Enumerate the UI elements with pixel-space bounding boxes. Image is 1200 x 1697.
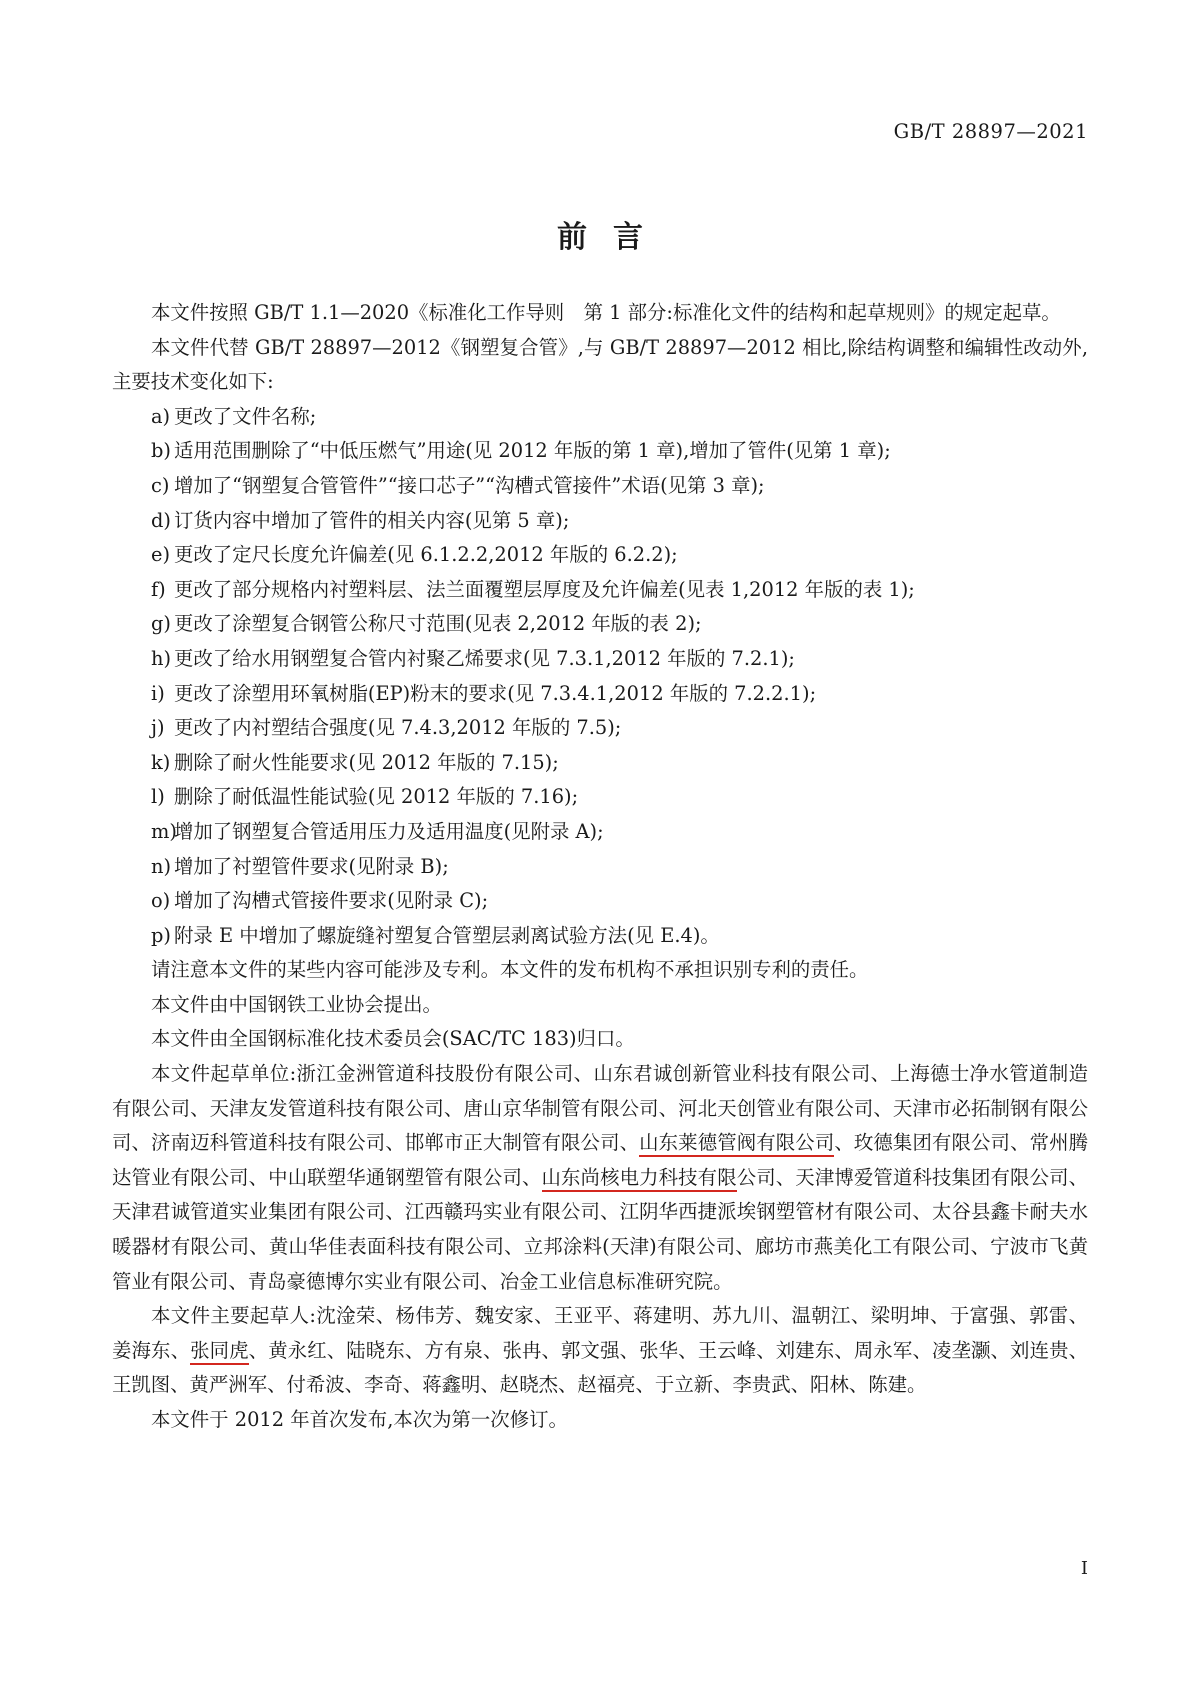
list-item [112, 573, 1088, 608]
drafting-orgs-part2: 、玫德集团有限公司、常州腾达管业有限公司、中山联塑华通钢塑管有限公司、 [112, 1131, 1089, 1189]
list-item-marker: n) [151, 854, 172, 878]
paragraph-proposed-by: 本文件由中国钢铁工业协会提出。 [151, 992, 442, 1016]
changes-list [112, 400, 1088, 954]
list-item-label: 删除了耐火性能要求(见 2012 年版的 7.15); [174, 750, 559, 774]
list-item-marker: c) [151, 473, 170, 497]
list-item-label: 适用范围删除了“中低压燃气”用途(见 2012 年版的第 1 章),增加了管件(见第 1 章); [174, 439, 891, 463]
list-item-marker: l) [151, 785, 165, 809]
list-item [112, 504, 1088, 539]
list-item-label: 更改了内衬塑结合强度(见 7.4.3,2012 年版的 7.5); [174, 716, 622, 740]
list-item-marker: i) [151, 681, 165, 705]
list-item-label: 增加了“钢塑复合管管件”“接口芯子”“沟槽式管接件”术语(见第 3 章); [174, 473, 765, 497]
list-item [112, 780, 1088, 815]
list-item [112, 538, 1088, 573]
list-item-label: 删除了耐低温性能试验(见 2012 年版的 7.16); [174, 785, 579, 809]
paragraph-patent-notice: 请注意本文件的某些内容可能涉及专利。本文件的发布机构不承担识别专利的责任。 [151, 958, 869, 982]
main-drafters-part2: 、黄永红、陆晓东、方有泉、张冉、郭文强、张华、王云峰、刘建东、周永军、凌垄灏、刘连贵、王凯图、黄严洲军、付希波、李奇、蒋鑫明、赵晓杰、赵福亮、于立新、李贵武、阳林、陈建。 [112, 1338, 1089, 1397]
list-item-label: 更改了涂塑用环氧树脂(EP)粉末的要求(见 7.3.4.1,2012 年版的 7.2.2.1); [174, 681, 817, 705]
drafting-orgs-part3: 公司、天津博爱管道科技集团有限公司、天津君诚管道实业集团有限公司、江西赣玛实业有限公司、江阴华西捷派埃钢塑管材有限公司、太谷县鑫卡耐夫水暖器材有限公司、黄山华佳表面科技有限公司、立邦涂料(天津)有限公司、廊坊市燕美化工有限公司、宁波市飞黄管业有限公司、青岛豪德博尔实业有限公司、冶金工业信息标准研究院。 [112, 1165, 1089, 1293]
list-item [112, 711, 1088, 746]
paragraph-main-drafters [112, 1299, 1088, 1403]
list-item [112, 607, 1088, 642]
list-item [112, 677, 1088, 712]
paragraph-drafting-organizations [112, 1057, 1088, 1299]
list-item [112, 850, 1088, 885]
list-item-label: 增加了衬塑管件要求(见附录 B); [174, 854, 449, 878]
list-item-marker: g) [151, 612, 171, 636]
list-item-marker: d) [151, 508, 171, 532]
list-item [112, 919, 1088, 954]
list-item-label: 增加了钢塑复合管适用压力及适用温度(见附录 A); [174, 819, 604, 843]
paragraph-replaces: 本文件代替 GB/T 28897—2012《钢塑复合管》,与 GB/T 28897—2012 相比,除结构调整和编辑性改动外,主要技术变化如下: [112, 335, 1088, 394]
list-item-label: 更改了定尺长度允许偏差(见 6.1.2.2,2012 年版的 6.2.2); [174, 543, 678, 567]
list-item-label: 增加了沟槽式管接件要求(见附录 C); [174, 889, 489, 913]
list-item [112, 400, 1088, 435]
main-drafters-part1: 本文件主要起草人:沈淦荣、杨伟芳、魏安家、王亚平、蒋建明、苏九川、温朝江、梁明坤、于富强、郭雷、姜海东、 [112, 1304, 1088, 1362]
paragraph-administered-by: 本文件由全国钢标准化技术委员会(SAC/TC 183)归口。 [151, 1027, 635, 1051]
paragraph-revision-history: 本文件于 2012 年首次发布,本次为第一次修订。 [151, 1408, 568, 1431]
list-item [112, 815, 1088, 850]
list-item-label: 订货内容中增加了管件的相关内容(见第 5 章); [174, 508, 570, 532]
list-item-marker: m) [151, 819, 177, 843]
list-item-marker: h) [151, 646, 172, 670]
list-item-label: 附录 E 中增加了螺旋缝衬塑复合管塑层剥离试验方法(见 E.4)。 [174, 923, 720, 947]
list-item-marker: e) [151, 543, 171, 567]
list-item-label: 更改了部分规格内衬塑料层、法兰面覆塑层厚度及允许偏差(见表 1,2012 年版的表 1); [174, 577, 915, 601]
list-item-marker: k) [151, 750, 171, 774]
document-body [112, 296, 1088, 1438]
list-item-label: 更改了文件名称; [174, 404, 317, 428]
paragraph-scope-basis: 本文件按照 GB/T 1.1—2020《标准化工作导则 第 1 部分:标准化文件的结构和起草规则》的规定起草。 [151, 301, 1061, 324]
drafting-orgs-part1: 本文件起草单位:浙江金洲管道科技股份有限公司、山东君诚创新管业科技有限公司、上海德士净水管道制造有限公司、天津友发管道科技有限公司、唐山京华制管有限公司、河北天创管业有限公司、天津市必拓制钢有限公司、济南迈科管道科技有限公司、邯郸市正大制管有限公司、 [112, 1062, 1088, 1155]
list-item [112, 884, 1088, 919]
list-item-marker: b) [151, 439, 171, 463]
list-item-marker: a) [151, 404, 171, 428]
list-item-marker: j) [151, 716, 165, 740]
drafting-orgs-highlight-2: 山东尚核电力科技有限 [542, 1166, 737, 1192]
page-number: I [1080, 1558, 1088, 1579]
list-item-marker: p) [151, 923, 171, 947]
main-drafters-highlight: 张同虎 [190, 1339, 249, 1365]
page-title: 前言 [557, 220, 669, 255]
list-item [112, 469, 1088, 504]
list-item-marker: o) [151, 889, 171, 913]
list-item-label: 更改了给水用钢塑复合管内衬聚乙烯要求(见 7.3.1,2012 年版的 7.2.1); [174, 646, 795, 670]
list-item [112, 434, 1088, 469]
list-item [112, 746, 1088, 781]
drafting-orgs-highlight-1: 山东莱德管阀有限公司 [639, 1131, 834, 1157]
list-item-marker: f) [151, 577, 166, 601]
list-item-label: 更改了涂塑复合钢管公称尺寸范围(见表 2,2012 年版的表 2); [174, 612, 702, 636]
list-item [112, 642, 1088, 677]
page-header-standard-code: GB/T 28897—2021 [893, 120, 1088, 143]
